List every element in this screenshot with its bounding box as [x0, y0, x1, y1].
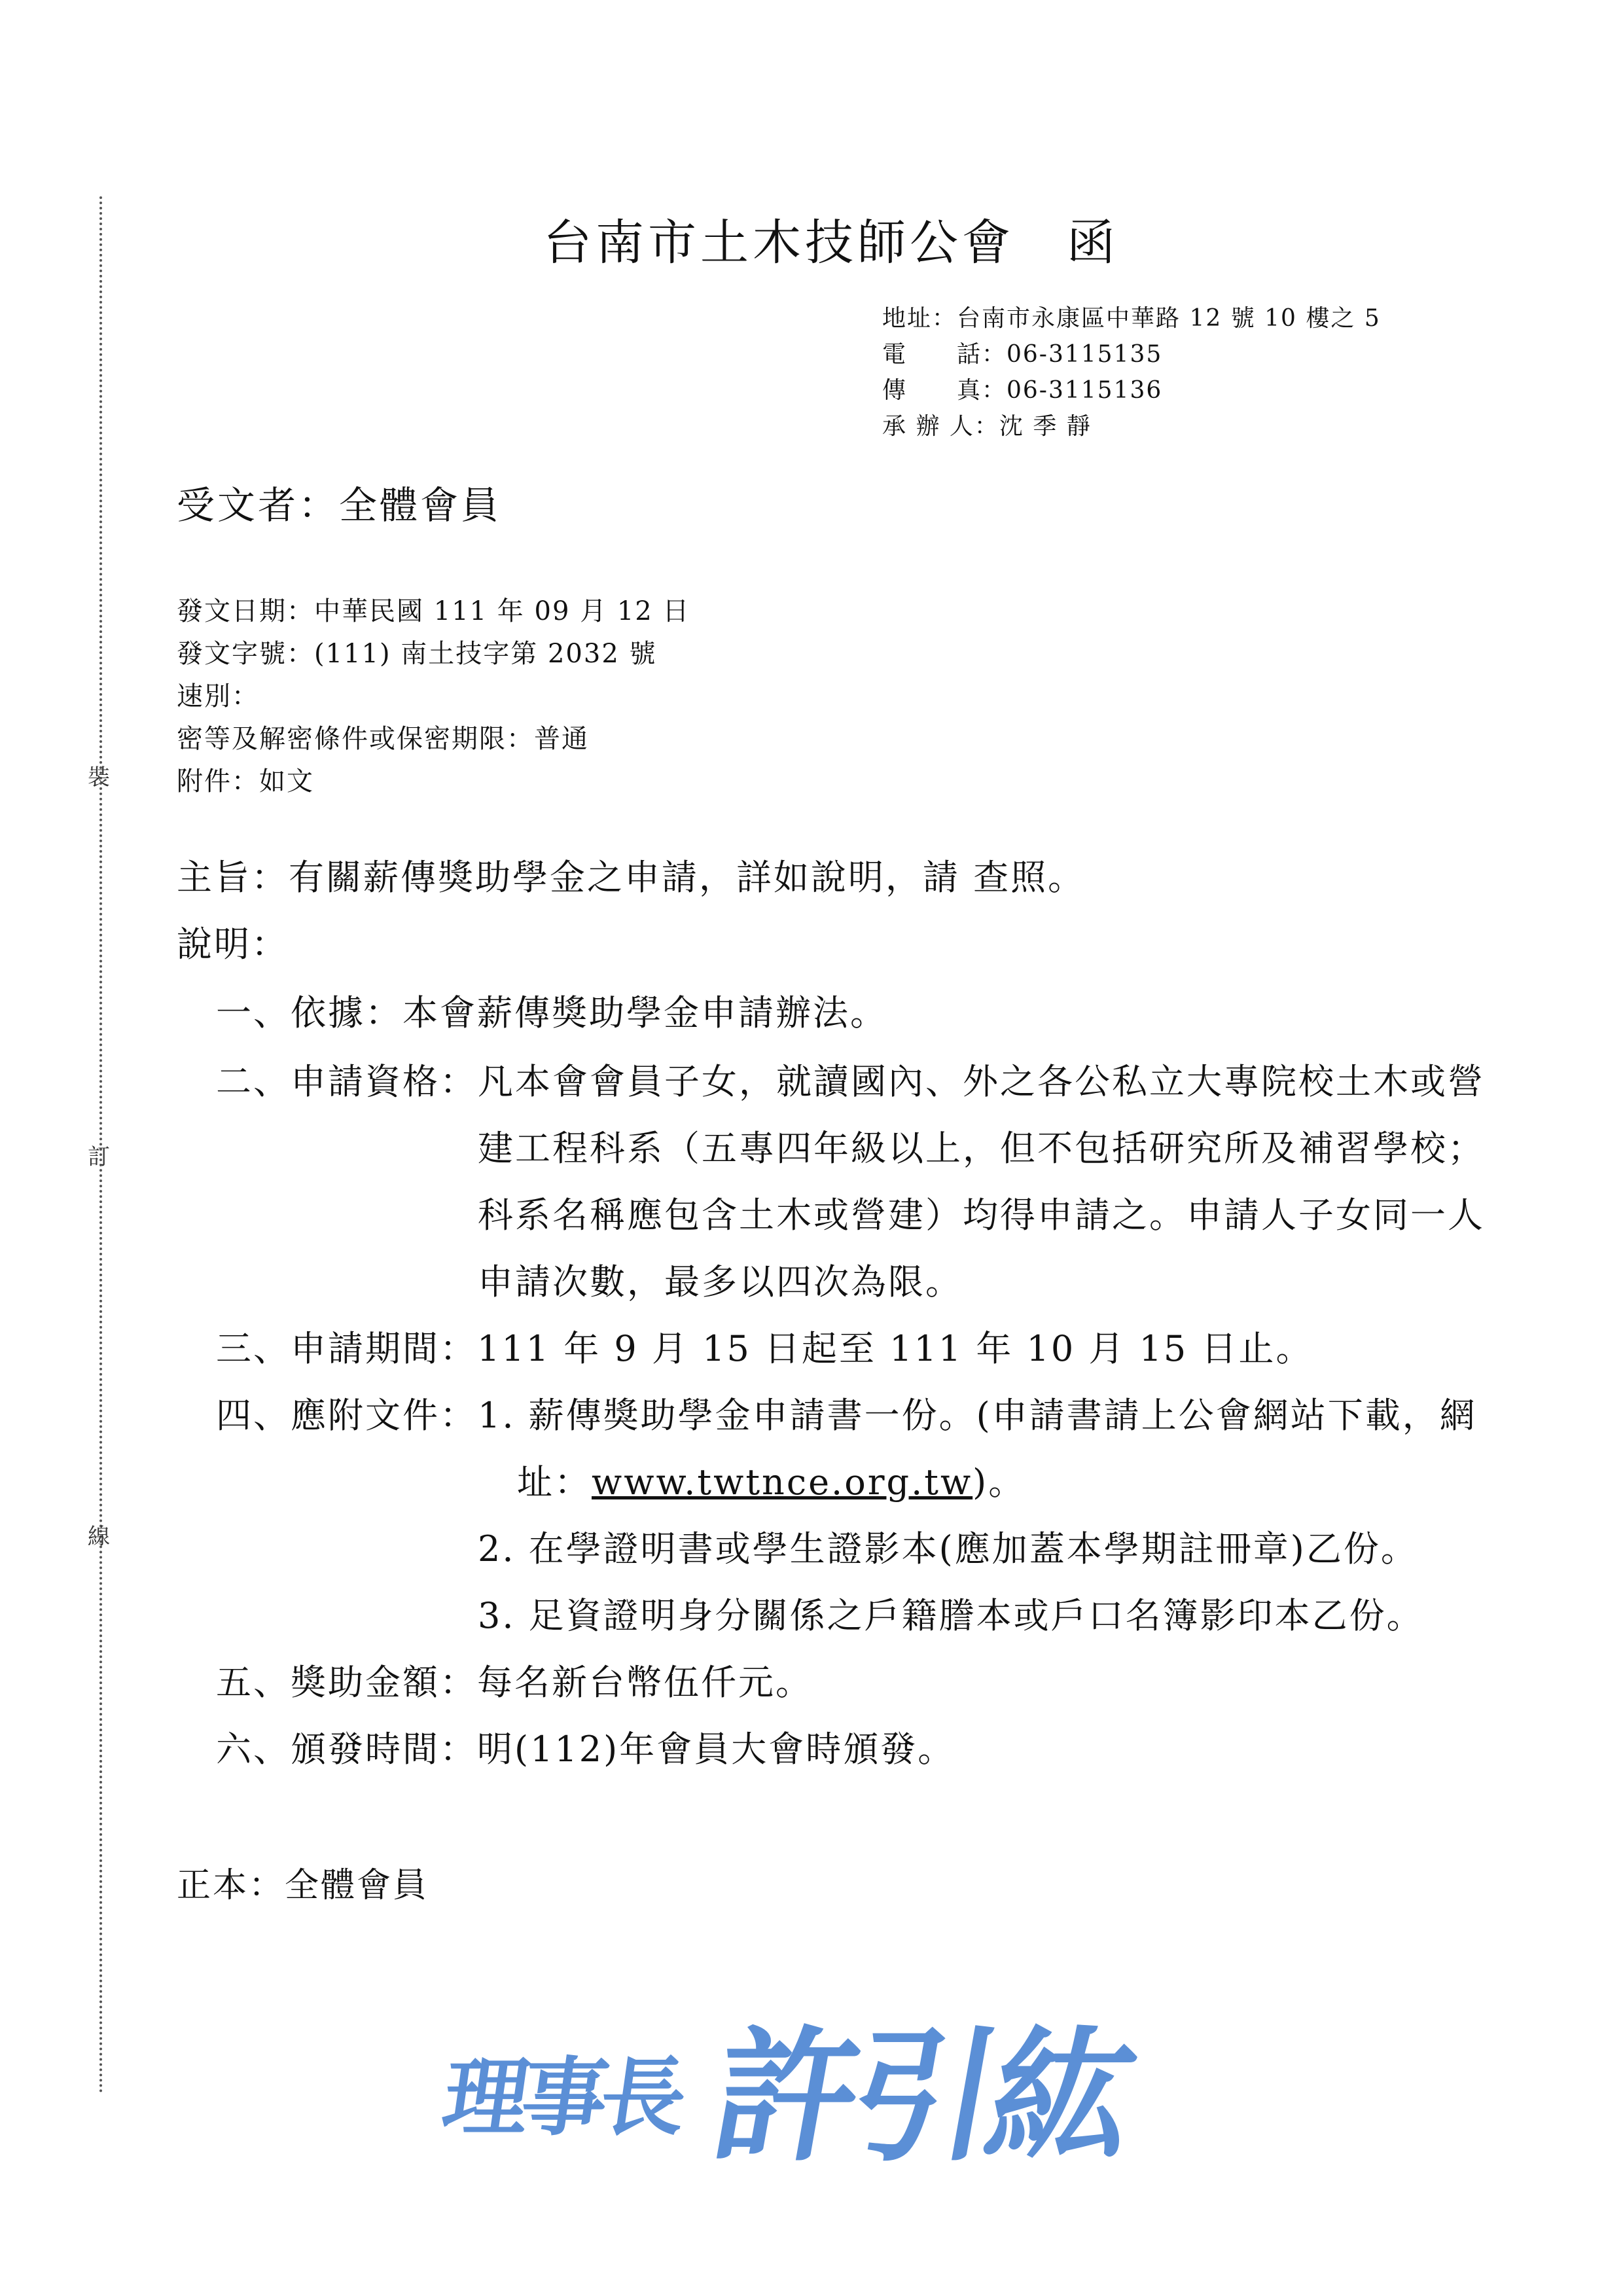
binding-char-zhuang: 裝	[88, 764, 110, 791]
item-4-2: 2. 在學證明書或學生證影本(應加蓋本學期註冊章)乙份。	[478, 1528, 1418, 1570]
recipient: 受文者：全體會員	[177, 483, 502, 528]
svg-text:紘: 紘	[975, 2012, 1149, 2181]
item-2-line: 凡本會會員子女，就讀國內、外之各公私立大專院校土木或營	[478, 1061, 1485, 1102]
contact-fax: 傳 真：06-3115136	[882, 377, 1163, 404]
binding-char-ding: 訂	[88, 1144, 110, 1170]
binding-char-xian: 線	[88, 1524, 110, 1550]
urgency: 速別：	[177, 681, 259, 711]
item-3: 三、申請期間：111 年 9 月 15 日起至 111 年 10 月 15 日止。	[216, 1328, 1313, 1369]
subject: 主旨：有關薪傳獎助學金之申請，詳如說明，請 查照。	[177, 857, 1086, 898]
attachment: 附件：如文	[177, 766, 314, 797]
svg-text:長: 長	[594, 2047, 694, 2147]
item-4-1: 1. 薪傳獎助學金申請書一份。(申請書請上公會網站下載，網	[478, 1395, 1477, 1436]
item-4-1-url-line	[517, 1454, 1026, 1505]
url-prefix: 址：	[517, 1462, 592, 1503]
contact-phone: 電 話：06-3115135	[882, 341, 1163, 368]
url-suffix: )。	[972, 1462, 1026, 1503]
item-6: 六、頒發時間：明(112)年會員大會時頒發。	[216, 1729, 955, 1770]
contact-address: 地址：台南市永康區中華路 12 號 10 樓之 5	[882, 305, 1381, 332]
item-2-line: 建工程科系（五專四年級以上，但不包括研究所及補習學校；	[478, 1128, 1485, 1169]
cc-recipients: 正本：全體會員	[177, 1866, 429, 1905]
classification: 密等及解密條件或保密期限：普通	[177, 724, 589, 754]
svg-text:許: 許	[700, 2012, 874, 2181]
item-5: 五、獎助金額：每名新台幣伍仟元。	[216, 1662, 813, 1703]
item-2-label: 二、申請資格：	[216, 1061, 477, 1102]
issue-number: 發文字號：(111) 南土技字第 2032 號	[177, 639, 657, 669]
svg-text:引: 引	[838, 2012, 1012, 2181]
item-4-label: 四、應附文件：	[216, 1395, 477, 1436]
svg-text:事: 事	[515, 2047, 615, 2147]
issue-date: 發文日期：中華民國 111 年 09 月 12 日	[177, 596, 690, 626]
item-2-line: 科系名稱應包含土木或營建）均得申請之。申請人子女同一人	[478, 1194, 1485, 1236]
explanation-label: 說明：	[177, 924, 289, 965]
chairman-signature-seal	[437, 1996, 1152, 2193]
item-1: 一、依據：本會薪傳獎助學金申請辦法。	[216, 992, 887, 1033]
item-4-3: 3. 足資證明身分關係之戶籍謄本或戶口名簿影印本乙份。	[478, 1595, 1424, 1636]
website-link[interactable]: www.twtnce.org.tw	[592, 1462, 973, 1503]
document-title: 台南市土木技師公會 函	[543, 215, 1119, 271]
item-2-line: 申請次數，最多以四次為限。	[478, 1261, 963, 1302]
svg-text:理: 理	[437, 2047, 537, 2147]
contact-handler: 承 辦 人：沈 季 靜	[882, 413, 1092, 440]
